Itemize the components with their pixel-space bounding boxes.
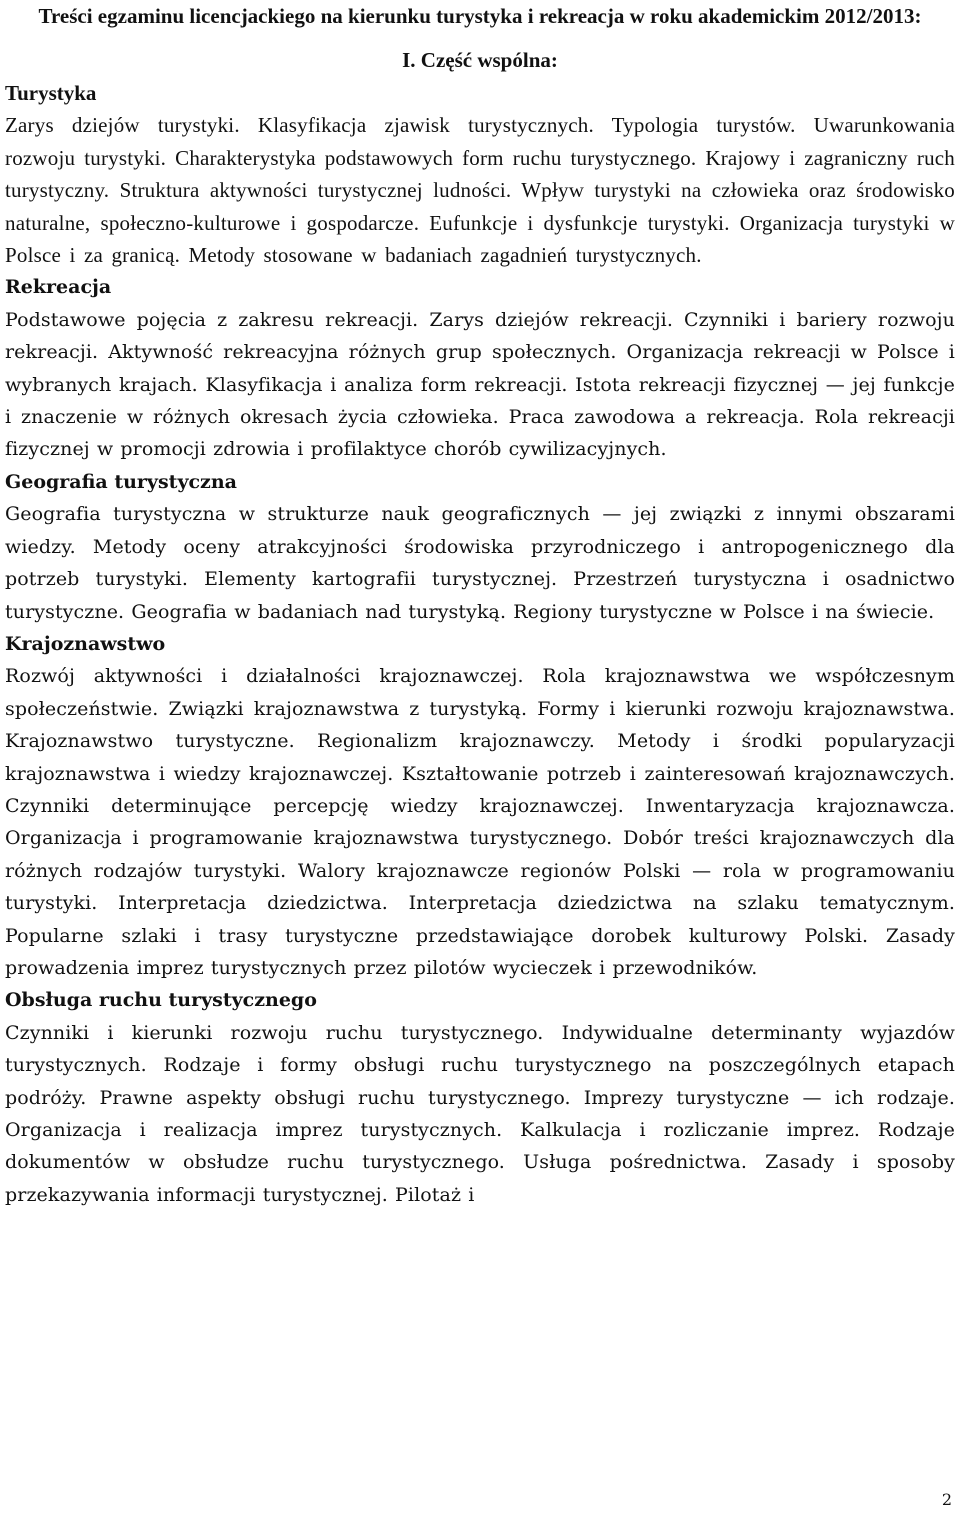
section-text-turystyka: Zarys dziejów turystyki. Klasyfikacja zjawisk turystycznych. Typologia turystów. Uwarunkowania rozwoju turystyki. Charakterystyka podstawowych form ruchu turystycznego. Krajowy i zagraniczny ruch turystyczny. Struktura aktywności turystycznej ludności. Wpływ turystyki na człowieka oraz środowisko naturalne, społeczno-kulturowe i gospodarcze. Eufunkcje i dysfunkcje turystyki. Organizacja turystyki w Polsce i za granicą. Metody stosowane w badaniach zagadnień turystycznych.	[5, 113, 955, 268]
part-heading: I. Część wspólna:	[402, 48, 558, 72]
section-text-krajoznawstwo: Rozwój aktywności i działalności krajoznawczej. Rola krajoznawstwa we współczesnym społeczeństwie. Związki krajoznawstwa z turystyką. Formy i kierunki rozwoju krajoznawstwa. Krajoznawstwo turystyczne. Regionalizm krajoznawczy. Metody i środki popularyzacji krajoznawstwa i wiedzy krajoznawczej. Kształtowanie potrzeb i zainteresowań krajoznawczych. Czynniki determinujące percepcję wiedzy krajoznawczej. Inwentaryzacja krajoznawcza. Organizacja i programowanie krajoznawstwa turystycznego. Dobór treści krajoznawczych dla różnych rodzajów turystyki. Walory krajoznawcze regionów Polski — rola w programowaniu turystyki. Interpretacja dziedzictwa. Interpretacja dziedzictwa na szlaku tematycznym. Popularne szlaki i trasy turystyczne przedstawiające dorobek kulturowy Polski. Zasady prowadzenia imprez turystycznych przez pilotów wycieczek i przewodników.	[5, 665, 955, 979]
section-text-obsluga-ruchu: Czynniki i kierunki rozwoju ruchu turystycznego. Indywidualne determinanty wyjazdów turystycznych. Rodzaje i formy obsługi ruchu turystycznego na poszczególnych etapach podróży. Prawne aspekty obsługi ruchu turystycznego. Imprezy turystyczne — ich rodzaje. Organizacja i realizacja imprez turystycznych. Kalkulacja i rozliczanie imprez. Rodzaje dokumentów w obsłudze ruchu turystycznego. Usługa pośrednictwa. Zasady i sposoby przekazywania informacji turystycznej. Pilotaż i	[5, 1021, 955, 1206]
section-heading-obsluga-ruchu: Obsługa ruchu turystycznego	[5, 989, 317, 1012]
document-page	[5, 0, 955, 1211]
document-title: Treści egzaminu licencjackiego na kierunku turystyka i rekreacja w roku akademickim 2012/2013:	[38, 4, 922, 28]
section-text-rekreacja: Podstawowe pojęcia z zakresu rekreacji. Zarys dziejów rekreacji. Czynniki i bariery rozwoju rekreacji. Aktywność rekreacyjna różnych grup społecznych. Organizacja rekreacji w Polsce i wybranych krajach. Klasyfikacja i analiza form rekreacji. Istota rekreacji fizycznej — jej funkcje i znaczenie w różnych okresach życia człowieka. Praca zawodowa a rekreacja. Rola rekreacji fizycznej w promocji zdrowia i profilaktyce chorób cywilizacyjnych.	[5, 308, 955, 461]
section-heading-turystyka: Turystyka	[5, 81, 97, 105]
page-number: 2	[941, 1490, 952, 1509]
section-heading-krajoznawstwo: Krajoznawstwo	[5, 632, 166, 655]
section-heading-rekreacja: Rekreacja	[5, 276, 112, 299]
section-text-geografia-turystyczna: Geografia turystyczna w strukturze nauk geograficznych — jej związki z innymi obszarami wiedzy. Metody oceny atrakcyjności środowiska przyrodniczego i antropogenicznego dla potrzeb turystyki. Elementy kartografii turystycznej. Przestrzeń turystyczna i osadnictwo turystyczne. Geografia w badaniach nad turystyką. Regiony turystyczne w Polsce i na świecie.	[5, 503, 955, 623]
section-heading-geografia-turystyczna: Geografia turystyczna	[5, 470, 237, 493]
